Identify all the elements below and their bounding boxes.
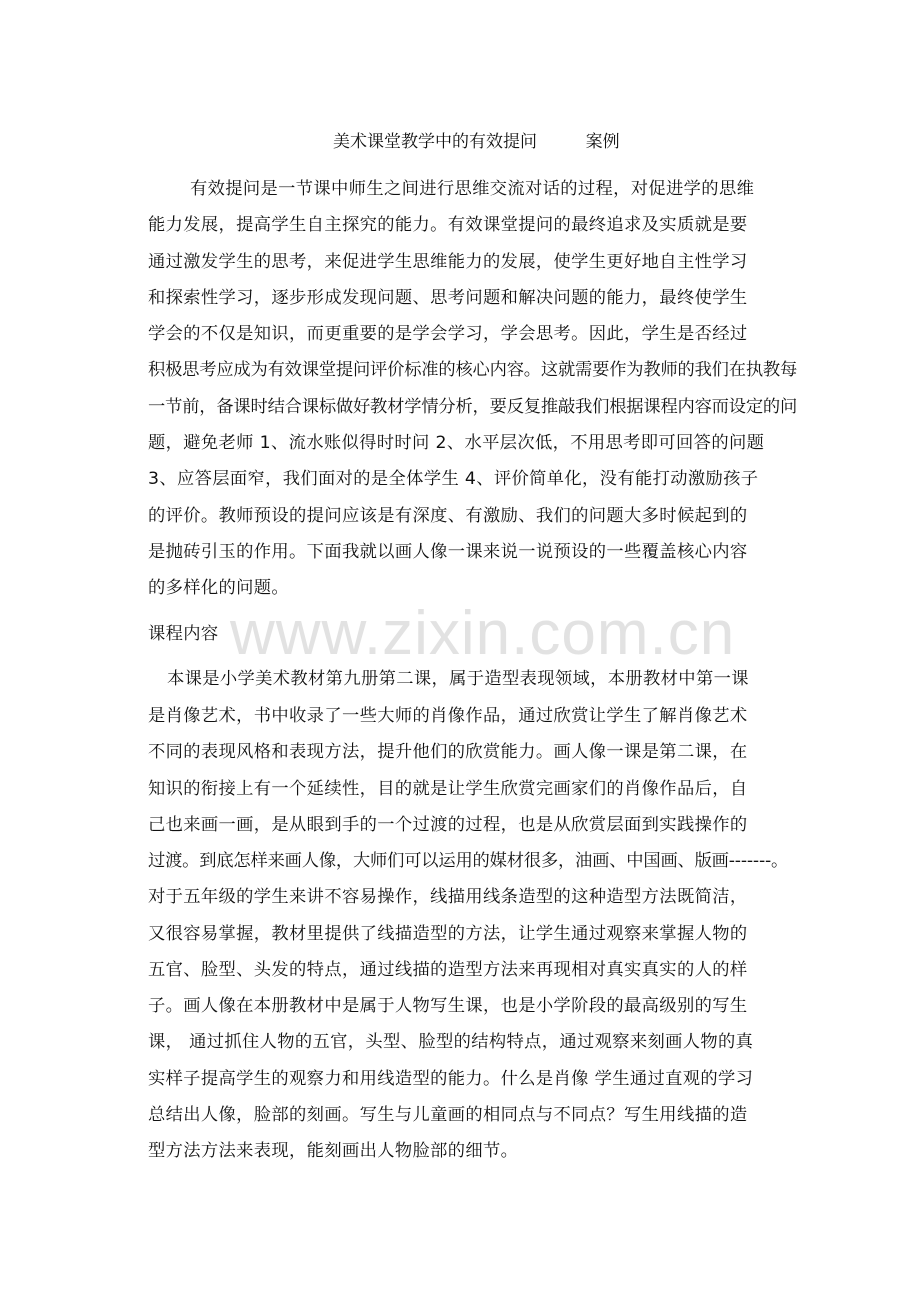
paragraph-2-line: 知识的衔接上有一个延续性，目的就是让学生欣赏完画家们的肖像作品后，自 [148, 779, 748, 799]
paragraph-2-line: 是肖像艺术，书中收录了一些大师的肖像作品，通过欣赏让学生了解肖像艺术 [148, 706, 748, 726]
paragraph-2-line: 己也来画一画，是从眼到手的一个过渡的过程，也是从欣赏层面到实践操作的 [148, 815, 748, 835]
paragraph-1-line: 的多样化的问题。 [148, 578, 290, 598]
paragraph-1-line: 和探索性学习，逐步形成发现问题、思考问题和解决问题的能力，最终使学生 [148, 288, 748, 308]
paragraph-1-line: 一节前，备课时结合课标做好教材学情分析，要反复推敲我们根据课程内容而设定的问 [148, 397, 798, 417]
paragraph-2-line: 五官、脸型、头发的特点，通过线描的造型方法来再现相对真实真实的人的样 [148, 960, 748, 980]
paragraph-2-line: 型方法方法来表现，能刻画出人物脸部的细节。 [148, 1141, 519, 1161]
paragraph-1-line: 学会的不仅是知识，而更重要的是学会学习，学会思考。因此，学生是否经过 [148, 324, 748, 344]
paragraph-1-line: 是抛砖引玉的作用。下面我就以画人像一课来说一说预设的一些覆盖核心内容 [148, 542, 748, 562]
paragraph-1-line: 通过激发学生的思考，来促进学生思维能力的发展，使学生更好地自主性学习 [148, 252, 748, 272]
paragraph-2-line: 实样子提高学生的观察力和用线造型的能力。什么是肖像 学生通过直观的学习 [148, 1069, 754, 1089]
paragraph-2-line: 对于五年级的学生来讲不容易操作，线描用线条造型的这种造型方法既简洁， [148, 887, 748, 907]
section-heading: 课程内容 [148, 624, 219, 644]
paragraph-1-line: 积极思考应成为有效课堂提问评价标准的核心内容。这就需要作为教师的我们在执教每 [148, 360, 798, 380]
document-title: 美术课堂教学中的有效提问 案例 [333, 132, 620, 152]
paragraph-1-line: 的评价。教师预设的提问应该是有深度、有激励、我们的问题大多时候起到的 [148, 506, 748, 526]
paragraph-2-line: 总结出人像，脸部的刻画。写生与儿童画的相同点与不同点？写生用线描的造 [148, 1105, 748, 1125]
paragraph-2-line: 又很容易掌握，教材里提供了线描造型的方法，让学生通过观察来掌握人物的 [148, 924, 748, 944]
paragraph-1-line: 有效提问是一节课中师生之间进行思维交流对话的过程，对促进学的思维 [190, 179, 755, 199]
paragraph-2-line: 子。画人像在本册教材中是属于人物写生课，也是小学阶段的最高级别的写生 [148, 996, 748, 1016]
paragraph-1-line: 题，避免老师 1、流水账似得时时问 2、水平层次低，不用思考即可回答的问题 [148, 433, 765, 453]
watermark: www.zixin.com.cn [230, 599, 736, 668]
paragraph-2-line: 课， 通过抓住人物的五官，头型、脸型的结构特点，通过观察来刻画人物的真 [148, 1032, 754, 1052]
paragraph-2-line: 过渡。到底怎样来画人像，大师们可以运用的媒材很多，油画、中国画、版画-------。 [148, 851, 789, 871]
paragraph-2-line: 本课是小学美术教材第九册第二课，属于造型表现领域，本册教材中第一课 [167, 669, 749, 689]
paragraph-1-line: 能力发展，提高学生自主探究的能力。有效课堂提问的最终追求及实质就是要 [148, 215, 748, 235]
paragraph-2-line: 不同的表现风格和表现方法，提升他们的欣赏能力。画人像一课是第二课，在 [148, 742, 748, 762]
paragraph-1-line: 3、应答层面窄，我们面对的是全体学生 4、评价简单化，没有能打动激励孩子 [148, 469, 759, 489]
